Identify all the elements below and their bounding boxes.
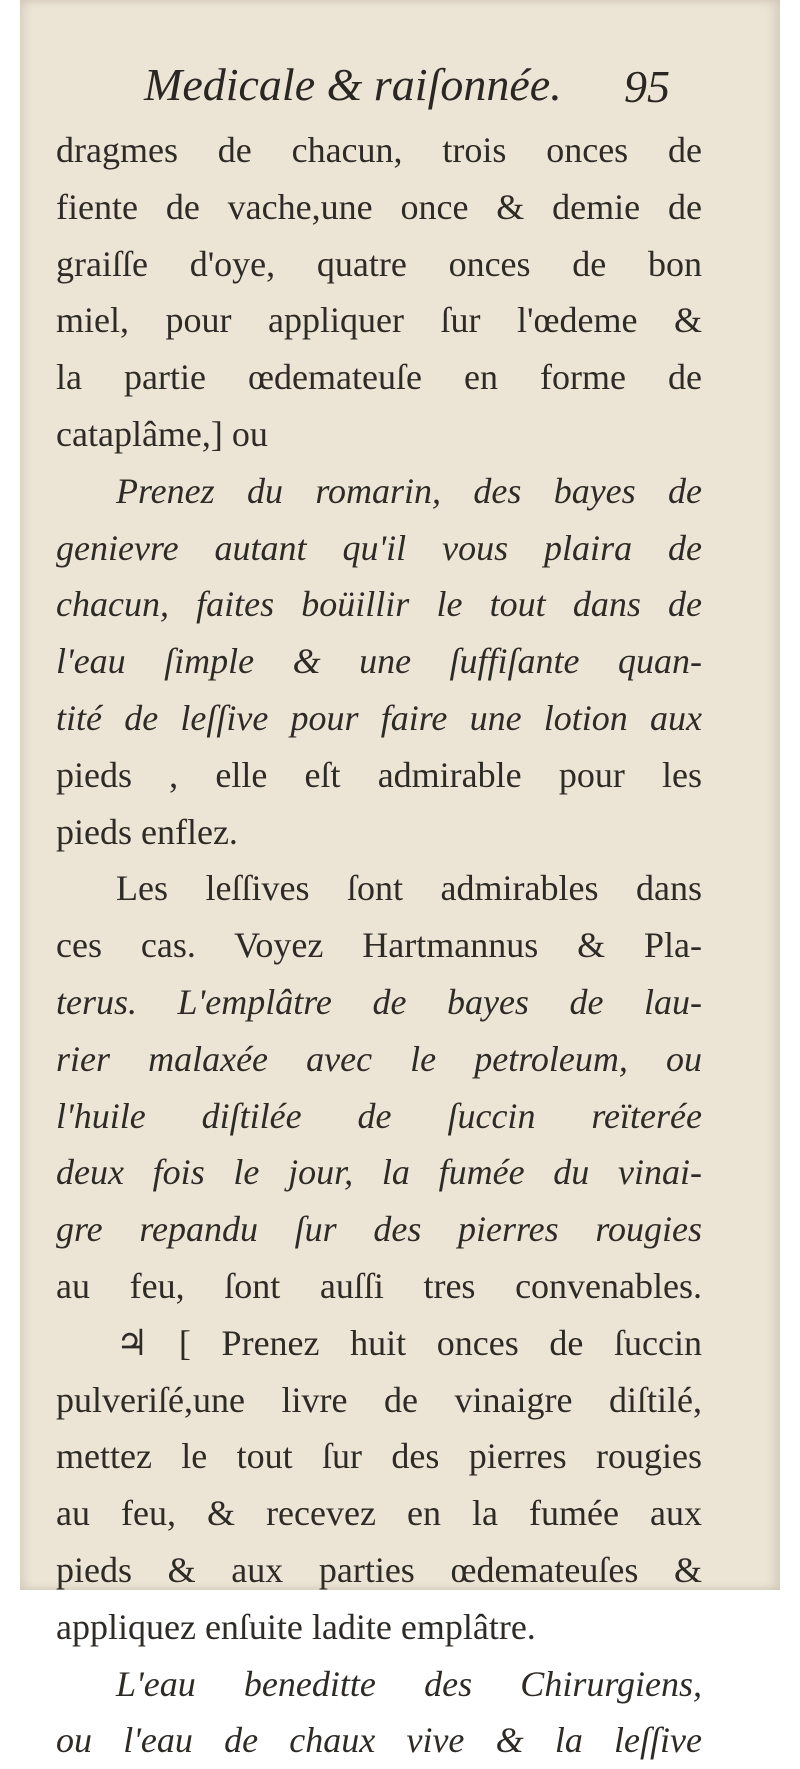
text-line: deux fois le jour, la fumée du vinai-	[56, 1152, 702, 1193]
text-line: graiſſe d'oye, quatre onces de bon	[56, 243, 702, 284]
text-line: tité de leſſive pour faire une lotion aux	[56, 697, 702, 738]
text-line: Les leſſives ſont admirables dans	[116, 868, 702, 909]
text-line: l'eau ſimple & une ſuffiſante quan-	[56, 641, 702, 682]
text-line: fiente de vache,une once & demie de	[56, 186, 702, 227]
text-line: pulveriſé,une livre de vinaigre diſtilé,	[56, 1379, 702, 1420]
text-line: chacun, faites boüillir le tout dans de	[56, 584, 702, 625]
book-page	[20, 0, 780, 1761]
text-line: l'huile diſtilée de ſuccin reïterée	[56, 1095, 702, 1136]
running-title: Medicale & raiſonnée.	[144, 59, 562, 110]
text-line: genievre autant qu'il vous plaira de	[56, 527, 702, 568]
text-line: cataplâme,] ou	[56, 413, 268, 454]
body-text	[56, 122, 702, 1769]
text-line: pieds , elle eſt admirable pour les	[56, 754, 702, 795]
text-line: ou l'eau de chaux vive & la leſſive	[56, 1720, 702, 1761]
text-line: la partie œdemateuſe en forme de	[56, 357, 702, 398]
text-line: Prenez du romarin, des bayes de	[116, 470, 702, 511]
text-line: rier malaxée avec le petroleum, ou	[56, 1038, 702, 1079]
text-line: au feu, & recevez en la fumée aux	[56, 1493, 702, 1534]
text-line: mettez le tout ſur des pierres rougies	[56, 1436, 702, 1477]
text-line: miel, pour appliquer ſur l'œdeme &	[56, 300, 702, 341]
text-line: pieds enflez.	[56, 811, 238, 852]
text-line: gre repandu ſur des pierres rougies	[56, 1209, 702, 1250]
text-line: ♃ [ Prenez huit onces de ſuccin	[116, 1322, 702, 1363]
text-line: ces cas. Voyez Hartmannus & Pla-	[56, 925, 702, 966]
page-number: 95	[624, 61, 670, 112]
page-header	[20, 58, 780, 118]
text-line: pieds & aux parties œdemateuſes &	[56, 1549, 702, 1590]
text-line: dragmes de chacun, trois onces de	[56, 130, 702, 170]
text-line: terus. L'emplâtre de bayes de lau-	[56, 981, 702, 1022]
text-line: appliquez enſuite ladite emplâtre.	[56, 1606, 536, 1647]
text-line: L'eau beneditte des Chirurgiens,	[116, 1663, 702, 1704]
text-line: au feu, ſont auſſi tres convenables.	[56, 1265, 702, 1306]
